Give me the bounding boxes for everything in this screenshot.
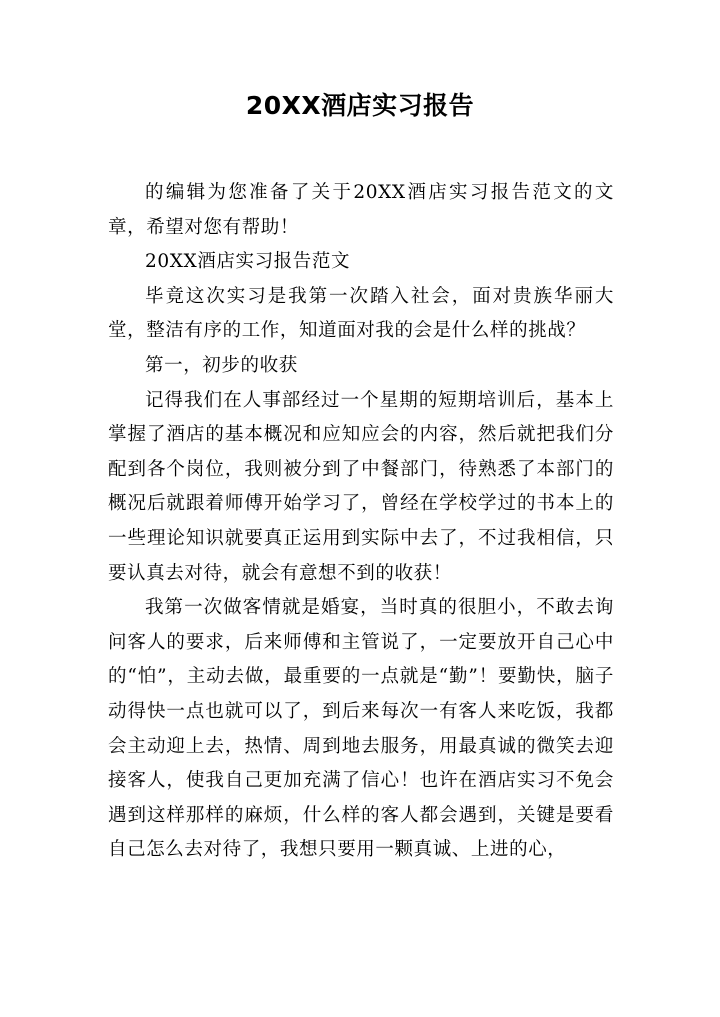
paragraph-intro: 的编辑为您准备了关于20XX酒店实习报告范文的文章，希望对您有帮助！ — [108, 182, 614, 238]
section-heading-first: 第一，初步的收获 — [145, 354, 298, 376]
paragraph-wedding: 我第一次做客情就是婚宴，当时真的很胆小，不敢去询问客人的要求，后来师傅和主管说了，一定要放开自己心中的“怕”，主动去做，最重要的一点就是“勤”！要勤快，脑子动得快一点也就可以了，到后来每次一有客人来吃饭，我都会主动迎上去，热情、周到地去服务，用最真诚的微笑去迎接客人，使我自己更加充满了信心！也许在酒店实习不免会遇到这样那样的麻烦，什么样的客人都会遇到，关键是要看自己怎么去对待了，我想只要用一颗真诚、上进的心， — [108, 597, 614, 861]
paragraph-opening: 毕竟这次实习是我第一次踏入社会，面对贵族华丽大堂，整洁有序的工作，知道面对我的会是什么样的挑战？ — [108, 285, 614, 342]
paragraph-training: 记得我们在人事部经过一个星期的短期培训后，基本上掌握了酒店的基本概况和应知应会的内容，然后就把我们分配到各个岗位，我则被分到了中餐部门，待熟悉了本部门的概况后就跟着师傅开始学习了，曾经在学校学过的书本上的一些理论知识就要真正运用到实际中去了，不过我相信，只要认真去对待，就会有意想不到的收获！ — [108, 389, 614, 584]
paragraph-subtitle: 20XX酒店实习报告范文 — [145, 251, 351, 273]
document-body — [108, 176, 614, 868]
document-title: 20XX酒店实习报告 — [245, 91, 475, 120]
